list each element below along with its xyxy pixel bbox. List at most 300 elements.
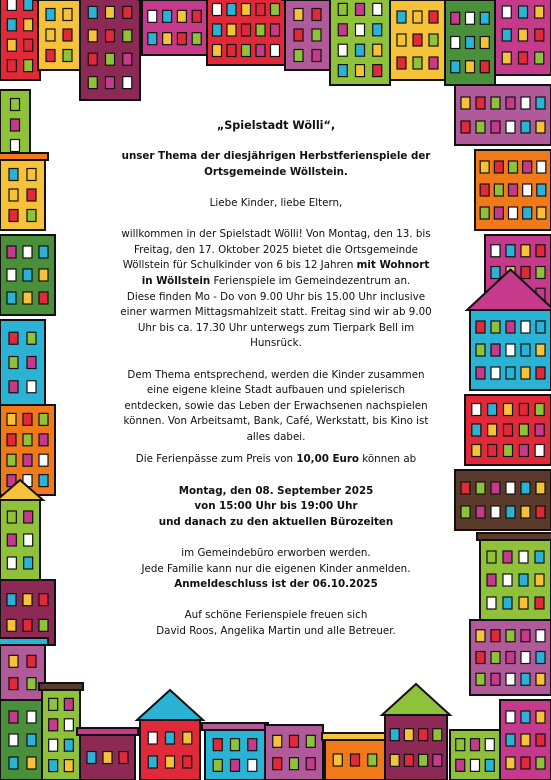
house-window bbox=[23, 454, 32, 466]
house-window bbox=[476, 673, 485, 685]
house bbox=[0, 645, 45, 700]
office-line: im Gemeindebüro erworben werden. bbox=[181, 547, 371, 560]
house-window bbox=[494, 161, 503, 173]
house-window bbox=[39, 475, 48, 487]
house-window bbox=[521, 97, 530, 109]
house-window bbox=[27, 210, 36, 222]
house-window bbox=[488, 424, 497, 436]
house-window bbox=[537, 161, 546, 173]
house-window bbox=[63, 29, 72, 41]
house-window bbox=[7, 557, 16, 569]
house-window bbox=[24, 511, 33, 523]
house-window bbox=[64, 719, 73, 731]
house-window bbox=[519, 52, 528, 64]
house-window bbox=[521, 367, 530, 379]
house-window bbox=[456, 759, 465, 771]
house-window bbox=[536, 321, 545, 333]
house-window bbox=[506, 506, 515, 518]
house-window bbox=[333, 754, 342, 766]
house-window bbox=[536, 482, 545, 494]
house-window bbox=[46, 29, 55, 41]
house-window bbox=[502, 52, 511, 64]
house bbox=[0, 580, 55, 645]
house-window bbox=[476, 367, 485, 379]
deadline-line: Anmeldeschluss ist der 06.10.2025 bbox=[174, 578, 378, 591]
house-window bbox=[485, 759, 494, 771]
house-window bbox=[488, 445, 497, 457]
sale-time: von 15:00 Uhr bis 19:00 Uhr bbox=[194, 500, 358, 513]
house-window bbox=[192, 10, 201, 22]
house-window bbox=[466, 37, 475, 49]
house-window bbox=[368, 754, 377, 766]
house-window bbox=[24, 557, 33, 569]
house-window bbox=[521, 673, 530, 685]
house-roof bbox=[77, 728, 138, 735]
flyer-subtitle: unser Thema der diesjährigen Herbstferienspiele der Ortsgemeinde Wöllstein. bbox=[121, 150, 431, 178]
house-window bbox=[491, 97, 500, 109]
house-window bbox=[106, 6, 115, 18]
house-window bbox=[24, 0, 33, 10]
house-window bbox=[27, 711, 36, 723]
house-window bbox=[491, 630, 500, 642]
house-window bbox=[404, 729, 413, 741]
house-window bbox=[535, 29, 544, 41]
house-window bbox=[480, 161, 489, 173]
house-window bbox=[506, 630, 515, 642]
house-window bbox=[27, 357, 36, 369]
price-line: Die Ferienpässe zum Preis von 10,00 Euro können ab bbox=[135, 453, 417, 466]
house-window bbox=[494, 207, 503, 219]
house-window bbox=[535, 52, 544, 64]
house-window bbox=[503, 597, 512, 609]
house-roof bbox=[39, 683, 83, 690]
house-window bbox=[466, 61, 475, 73]
house-window bbox=[506, 97, 515, 109]
house-window bbox=[504, 404, 513, 416]
house-window bbox=[476, 121, 485, 133]
house-roof bbox=[382, 684, 450, 715]
house-window bbox=[503, 574, 512, 586]
house-window bbox=[7, 19, 16, 31]
house-window bbox=[523, 161, 532, 173]
sale-date: Montag, den 08. September 2025 bbox=[178, 484, 374, 497]
house-window bbox=[7, 619, 16, 631]
house-window bbox=[227, 45, 236, 57]
house-window bbox=[433, 754, 442, 766]
flyer-title: „Spielstadt Wölli“, bbox=[216, 119, 336, 132]
house-window bbox=[535, 445, 544, 457]
house-window bbox=[429, 34, 438, 46]
house-window bbox=[7, 0, 16, 10]
house-window bbox=[506, 734, 515, 746]
house-window bbox=[521, 344, 530, 356]
intro-paragraph: willkommen in der Spielstadt Wölli! Von Montag, den 13. bis Freitag, den 17. Oktober 2025 bietet die Ortsgemeinde Wöllstein für Schulkinder von 6 bis 12 Jahren mit Wohnort in Wöllstein Ferienspiele im Gemeindezentrum an. bbox=[121, 228, 431, 287]
house-window bbox=[509, 184, 518, 196]
house-window bbox=[148, 10, 157, 22]
house-window bbox=[461, 121, 470, 133]
house-window bbox=[148, 756, 157, 768]
house-window bbox=[9, 332, 18, 344]
house-window bbox=[166, 732, 175, 744]
house-window bbox=[521, 267, 530, 279]
house-window bbox=[521, 121, 530, 133]
house-window bbox=[536, 344, 545, 356]
house bbox=[42, 690, 80, 780]
house-window bbox=[521, 245, 530, 257]
house-window bbox=[87, 752, 96, 764]
house-window bbox=[503, 551, 512, 563]
house-window bbox=[404, 754, 413, 766]
house-window bbox=[106, 30, 115, 42]
house bbox=[0, 700, 45, 780]
house-window bbox=[504, 424, 513, 436]
house-window bbox=[11, 140, 20, 152]
house-window bbox=[390, 729, 399, 741]
house-window bbox=[63, 9, 72, 21]
house-window bbox=[451, 12, 460, 24]
house bbox=[285, 0, 330, 70]
house-window bbox=[356, 3, 365, 15]
house-window bbox=[248, 759, 257, 771]
house-window bbox=[49, 760, 58, 772]
house-window bbox=[49, 739, 58, 751]
house-window bbox=[106, 53, 115, 65]
house-window bbox=[519, 445, 528, 457]
house-window bbox=[256, 24, 265, 36]
house-roof bbox=[322, 733, 388, 740]
house-window bbox=[213, 739, 222, 751]
house-window bbox=[148, 732, 157, 744]
house-window bbox=[9, 357, 18, 369]
house-window bbox=[521, 652, 530, 664]
house-window bbox=[338, 24, 347, 36]
house-window bbox=[521, 321, 530, 333]
house-window bbox=[39, 292, 48, 304]
greeting: Liebe Kinder, liebe Eltern, bbox=[209, 196, 343, 209]
house-window bbox=[248, 739, 257, 751]
house-window bbox=[7, 534, 16, 546]
house-window bbox=[491, 673, 500, 685]
house-window bbox=[429, 57, 438, 69]
house-window bbox=[27, 332, 36, 344]
house-window bbox=[537, 207, 546, 219]
house-window bbox=[88, 53, 97, 65]
house-window bbox=[7, 60, 16, 72]
house-window bbox=[480, 207, 489, 219]
house-window bbox=[491, 344, 500, 356]
house-window bbox=[480, 37, 489, 49]
house-window bbox=[64, 698, 73, 710]
house-window bbox=[491, 506, 500, 518]
house-window bbox=[7, 39, 16, 51]
house-window bbox=[535, 574, 544, 586]
house-window bbox=[23, 292, 32, 304]
house bbox=[0, 0, 40, 80]
house-window bbox=[192, 33, 201, 45]
house-window bbox=[24, 534, 33, 546]
family-line: Jede Familie kann nur die eigenen Kinder anmelden. bbox=[141, 562, 411, 575]
house-window bbox=[487, 574, 496, 586]
house-window bbox=[23, 594, 32, 606]
house-window bbox=[9, 210, 18, 222]
house-window bbox=[536, 652, 545, 664]
house bbox=[0, 320, 45, 405]
house-window bbox=[46, 50, 55, 62]
house-window bbox=[535, 424, 544, 436]
house-window bbox=[433, 729, 442, 741]
house-window bbox=[290, 735, 299, 747]
house-window bbox=[106, 77, 115, 89]
house-window bbox=[256, 4, 265, 16]
house-window bbox=[9, 711, 18, 723]
house-window bbox=[338, 65, 347, 77]
house-window bbox=[9, 757, 18, 769]
house-window bbox=[521, 734, 530, 746]
house-window bbox=[506, 652, 515, 664]
house-window bbox=[294, 9, 303, 21]
house-window bbox=[213, 24, 222, 36]
house-window bbox=[461, 506, 470, 518]
house-window bbox=[312, 50, 321, 62]
house-window bbox=[213, 45, 222, 57]
house-window bbox=[509, 161, 518, 173]
house-window bbox=[49, 719, 58, 731]
house-window bbox=[536, 245, 545, 257]
house-window bbox=[64, 739, 73, 751]
house-window bbox=[7, 594, 16, 606]
house bbox=[0, 160, 45, 230]
house-window bbox=[231, 759, 240, 771]
house-window bbox=[27, 655, 36, 667]
house-window bbox=[23, 413, 32, 425]
house-window bbox=[9, 678, 18, 690]
house bbox=[455, 470, 551, 530]
house-window bbox=[506, 367, 515, 379]
house-window bbox=[536, 734, 545, 746]
house-window bbox=[521, 630, 530, 642]
house-window bbox=[183, 732, 192, 744]
house-window bbox=[536, 711, 545, 723]
house-window bbox=[536, 121, 545, 133]
house-window bbox=[7, 246, 16, 258]
house-window bbox=[506, 321, 515, 333]
house bbox=[455, 85, 551, 145]
house-window bbox=[476, 506, 485, 518]
house-window bbox=[519, 424, 528, 436]
house-window bbox=[472, 404, 481, 416]
house-window bbox=[27, 189, 36, 201]
house-window bbox=[23, 269, 32, 281]
house-window bbox=[466, 12, 475, 24]
house-window bbox=[519, 404, 528, 416]
house bbox=[385, 715, 447, 780]
house-window bbox=[7, 434, 16, 446]
house-window bbox=[472, 445, 481, 457]
house-window bbox=[7, 454, 16, 466]
house-window bbox=[509, 207, 518, 219]
house-window bbox=[163, 10, 172, 22]
house-window bbox=[521, 711, 530, 723]
house-window bbox=[166, 756, 175, 768]
house-window bbox=[506, 673, 515, 685]
house-window bbox=[273, 758, 282, 770]
house-window bbox=[24, 60, 33, 72]
house-window bbox=[183, 756, 192, 768]
house-window bbox=[506, 711, 515, 723]
house-window bbox=[119, 752, 128, 764]
house-window bbox=[24, 19, 33, 31]
house-window bbox=[488, 404, 497, 416]
house-window bbox=[39, 619, 48, 631]
house-window bbox=[491, 267, 500, 279]
house bbox=[265, 725, 323, 780]
house-roof bbox=[0, 153, 48, 160]
house-window bbox=[9, 169, 18, 181]
house-window bbox=[88, 6, 97, 18]
house-window bbox=[24, 39, 33, 51]
house-window bbox=[163, 33, 172, 45]
house-window bbox=[11, 119, 20, 131]
sale-office-hours: und danach zu den aktuellen Bürozeiten bbox=[158, 515, 394, 528]
house-window bbox=[487, 597, 496, 609]
house bbox=[450, 730, 500, 780]
house-window bbox=[504, 445, 513, 457]
house-window bbox=[397, 34, 406, 46]
house-window bbox=[476, 652, 485, 664]
house-window bbox=[519, 6, 528, 18]
house-window bbox=[536, 97, 545, 109]
house-window bbox=[413, 11, 422, 23]
house-window bbox=[521, 482, 530, 494]
house-window bbox=[536, 367, 545, 379]
house-window bbox=[502, 29, 511, 41]
house-window bbox=[242, 24, 251, 36]
house-window bbox=[49, 698, 58, 710]
house-window bbox=[476, 630, 485, 642]
house-window bbox=[456, 739, 465, 751]
house-window bbox=[227, 4, 236, 16]
house-window bbox=[491, 121, 500, 133]
house-window bbox=[11, 99, 20, 111]
house-window bbox=[461, 482, 470, 494]
house-window bbox=[471, 739, 480, 751]
house-window bbox=[213, 4, 222, 16]
house-window bbox=[536, 757, 545, 769]
house-window bbox=[39, 434, 48, 446]
house-window bbox=[39, 594, 48, 606]
house bbox=[142, 0, 207, 55]
house-window bbox=[123, 6, 132, 18]
house-window bbox=[485, 739, 494, 751]
house-window bbox=[535, 404, 544, 416]
house-window bbox=[9, 734, 18, 746]
house-window bbox=[9, 381, 18, 393]
flyer-text bbox=[118, 118, 434, 640]
house-window bbox=[536, 506, 545, 518]
house-window bbox=[290, 758, 299, 770]
house-window bbox=[213, 759, 222, 771]
house-window bbox=[535, 551, 544, 563]
house-window bbox=[476, 344, 485, 356]
house-window bbox=[521, 757, 530, 769]
house-window bbox=[177, 10, 186, 22]
house-window bbox=[491, 652, 500, 664]
house-window bbox=[429, 11, 438, 23]
house-window bbox=[506, 757, 515, 769]
house-window bbox=[312, 29, 321, 41]
house-window bbox=[397, 57, 406, 69]
house-window bbox=[491, 245, 500, 257]
house-roof bbox=[137, 690, 203, 720]
house-window bbox=[294, 29, 303, 41]
house-window bbox=[242, 4, 251, 16]
house-window bbox=[88, 30, 97, 42]
house-window bbox=[373, 65, 382, 77]
house-window bbox=[312, 9, 321, 21]
house-window bbox=[39, 269, 48, 281]
house-window bbox=[64, 760, 73, 772]
house-window bbox=[27, 678, 36, 690]
house-window bbox=[88, 77, 97, 89]
house-window bbox=[9, 655, 18, 667]
house-window bbox=[506, 245, 515, 257]
house-window bbox=[7, 511, 16, 523]
house-window bbox=[521, 506, 530, 518]
house bbox=[205, 730, 265, 780]
house-window bbox=[23, 619, 32, 631]
house-window bbox=[7, 292, 16, 304]
house-window bbox=[271, 4, 280, 16]
house-window bbox=[537, 184, 546, 196]
price-value: 10,00 Euro bbox=[296, 453, 359, 466]
house-window bbox=[356, 44, 365, 56]
house-window bbox=[39, 413, 48, 425]
house-window bbox=[476, 321, 485, 333]
house-window bbox=[27, 757, 36, 769]
house-window bbox=[23, 434, 32, 446]
house-window bbox=[535, 6, 544, 18]
house-window bbox=[256, 45, 265, 57]
house-window bbox=[413, 57, 422, 69]
house-window bbox=[373, 44, 382, 56]
house-window bbox=[471, 759, 480, 771]
residence-note: mit Wohnort in Wöllstein bbox=[141, 259, 430, 287]
organizers-line: David Roos, Angelika Martin und alle Betreuer. bbox=[156, 625, 396, 637]
house-window bbox=[373, 3, 382, 15]
house-window bbox=[506, 121, 515, 133]
house-window bbox=[294, 50, 303, 62]
house-window bbox=[231, 739, 240, 751]
house-window bbox=[536, 673, 545, 685]
house-window bbox=[271, 45, 280, 57]
house-window bbox=[491, 482, 500, 494]
house-window bbox=[373, 24, 382, 36]
house-window bbox=[27, 381, 36, 393]
house-window bbox=[123, 77, 132, 89]
house-window bbox=[177, 33, 186, 45]
house-roof bbox=[477, 533, 551, 540]
house-window bbox=[480, 184, 489, 196]
house-window bbox=[7, 413, 16, 425]
house-window bbox=[413, 34, 422, 46]
house-window bbox=[480, 12, 489, 24]
house-window bbox=[494, 184, 503, 196]
house-window bbox=[476, 97, 485, 109]
house-window bbox=[103, 752, 112, 764]
house-window bbox=[27, 169, 36, 181]
house-window bbox=[491, 367, 500, 379]
house bbox=[38, 0, 80, 70]
